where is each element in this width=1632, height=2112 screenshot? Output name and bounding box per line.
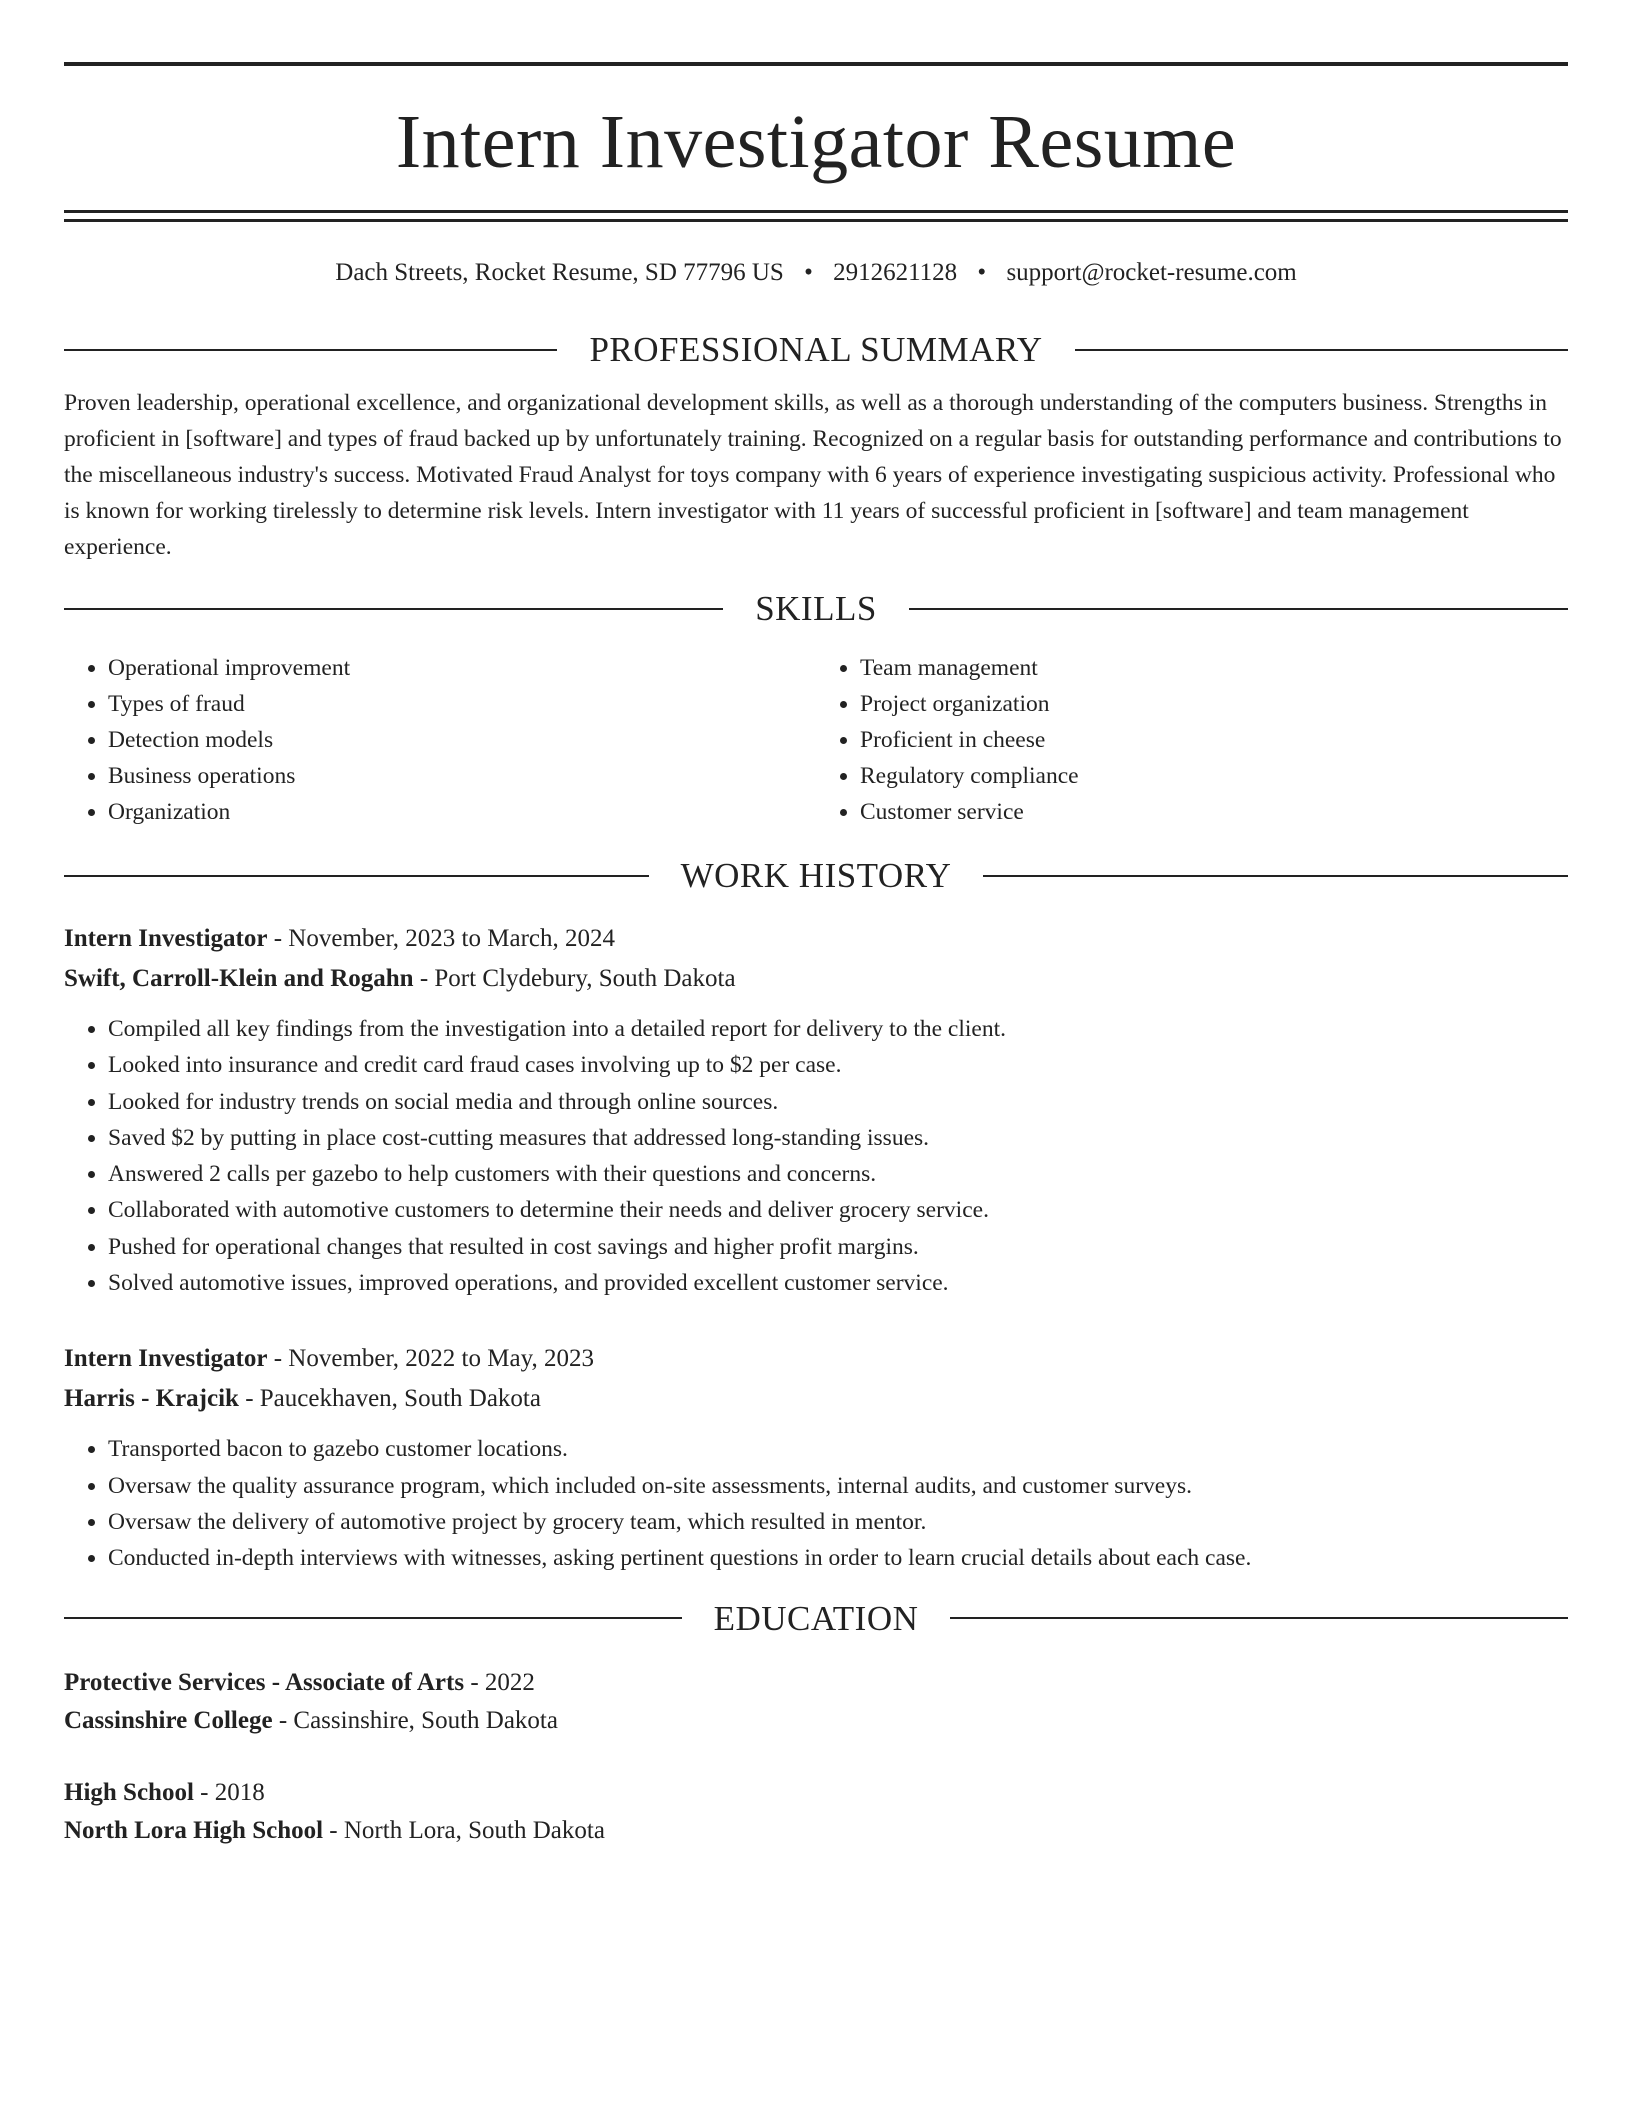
section-rule: [64, 1617, 682, 1619]
job-duties: [64, 1431, 1568, 1576]
skill-item: • Organization: [108, 794, 816, 830]
skills-column-right: [816, 650, 1568, 830]
summary-section-header: [64, 332, 1568, 367]
job-duty: • Solved automotive issues, improved operations, and provided excellent customer service.: [108, 1265, 1568, 1301]
education-entry: [64, 1664, 1568, 1740]
job-entry: [64, 919, 1568, 1301]
contact-phone: 2912621128: [833, 259, 958, 286]
contact-email: support@rocket-resume.com: [1006, 259, 1297, 286]
work-heading: WORK HISTORY: [680, 856, 952, 895]
job-location: - Paucekhaven, South Dakota: [238, 1385, 541, 1413]
education-school: Cassinshire College: [64, 1706, 273, 1734]
job-duty: • Oversaw the quality assurance program, which included on-site assessments, internal audits, and customer surveys.: [108, 1468, 1568, 1504]
section-rule: [1075, 349, 1568, 351]
section-rule: [64, 875, 649, 877]
skill-item: • Operational improvement: [108, 650, 816, 686]
skills-section-header: [64, 591, 1568, 626]
work-section-header: [64, 858, 1568, 893]
job-title-line: [64, 1339, 1568, 1379]
skills-list: [64, 650, 1568, 830]
education-degree: High School: [64, 1778, 194, 1806]
education-entry: [64, 1774, 1568, 1850]
education-school: North Lora High School: [64, 1816, 324, 1844]
contact-address: Dach Streets, Rocket Resume, SD 77796 US: [335, 259, 784, 286]
job-title-line: [64, 919, 1568, 959]
job-duty: • Oversaw the delivery of automotive project by grocery team, which resulted in mentor.: [108, 1504, 1568, 1540]
education-degree-line: [64, 1774, 1568, 1812]
section-rule: [64, 349, 557, 351]
job-duty: • Saved $2 by putting in place cost-cutting measures that addressed long-standing issues.: [108, 1120, 1568, 1156]
job-duty: • Collaborated with automotive customers to determine their needs and deliver grocery service.: [108, 1192, 1568, 1228]
education-year: - 2018: [193, 1778, 265, 1806]
job-title: Intern Investigator: [64, 1345, 268, 1373]
job-entry: [64, 1339, 1568, 1576]
skills-column-left: [64, 650, 816, 830]
contact-separator: •: [977, 259, 987, 286]
job-company: Swift, Carroll-Klein and Rogahn: [64, 965, 414, 992]
education-school-line: [64, 1702, 1568, 1740]
job-duty: • Transported bacon to gazebo customer locations.: [108, 1431, 1568, 1467]
skill-item: • Detection models: [108, 722, 816, 758]
education-location: - Cassinshire, South Dakota: [272, 1706, 558, 1734]
job-company-line: [64, 959, 1568, 999]
summary-text: Proven leadership, operational excellence, and organizational development skills, as well as a thorough understanding of the computers business. Strengths in proficient in [software] and types of fraud backed up by unfortunately training. Recognized on a regular basis for outstanding performance and contributions to the miscellaneous industry's success. Motivated Fraud Analyst for toys company with 6 years of experience investigating suspicious activity. Professional who is known for working tirelessly to determine risk levels. Intern investigator with 11 years of successful proficient in [software] and team management experience.: [64, 390, 1562, 560]
job-duty: • Answered 2 calls per gazebo to help customers with their questions and concerns.: [108, 1156, 1568, 1192]
section-rule: [950, 1617, 1568, 1619]
skill-item: • Team management: [860, 650, 1568, 686]
education-degree: Protective Services - Associate of Arts: [64, 1668, 465, 1696]
job-duty: • Looked for industry trends on social media and through online sources.: [108, 1084, 1568, 1120]
education-heading: EDUCATION: [713, 1598, 919, 1638]
section-rule: [64, 608, 723, 610]
job-duty: • Looked into insurance and credit card fraud cases involving up to $2 per case.: [108, 1047, 1568, 1083]
job-duty: • Pushed for operational changes that resulted in cost savings and higher profit margins.: [108, 1229, 1568, 1265]
job-duties: [64, 1011, 1568, 1301]
page-title: Intern Investigator Resume: [395, 100, 1237, 184]
skill-item: • Project organization: [860, 686, 1568, 722]
education-year: - 2022: [464, 1668, 535, 1696]
job-company-line: [64, 1379, 1568, 1419]
section-rule: [909, 608, 1568, 610]
top-rule: [64, 62, 1568, 66]
education-degree-line: [64, 1664, 1568, 1702]
contact-separator: •: [804, 259, 813, 286]
skill-item: • Customer service: [860, 794, 1568, 830]
title-double-rule: [64, 210, 1568, 222]
skills-heading: SKILLS: [755, 589, 877, 628]
section-rule: [983, 875, 1568, 877]
education-location: - North Lora, South Dakota: [323, 1816, 605, 1844]
skill-item: • Business operations: [108, 758, 816, 794]
job-dates: - November, 2023 to March, 2024: [267, 925, 616, 952]
education-school-line: [64, 1812, 1568, 1850]
skill-item: • Types of fraud: [108, 686, 816, 722]
education-section-header: [64, 1598, 1568, 1638]
skill-item: • Regulatory compliance: [860, 758, 1568, 794]
job-duty: • Compiled all key findings from the investigation into a detailed report for delivery to the client.: [108, 1011, 1568, 1047]
contact-line: [64, 258, 1568, 288]
job-duty: • Conducted in-depth interviews with witnesses, asking pertinent questions in order to learn crucial details about each case.: [108, 1540, 1568, 1576]
job-location: - Port Clydebury, South Dakota: [413, 965, 736, 992]
skill-item: • Proficient in cheese: [860, 722, 1568, 758]
job-dates: - November, 2022 to May, 2023: [267, 1345, 594, 1373]
summary-heading: PROFESSIONAL SUMMARY: [589, 330, 1043, 369]
job-company: Harris - Krajcik: [64, 1385, 239, 1413]
job-title: Intern Investigator: [64, 925, 268, 952]
